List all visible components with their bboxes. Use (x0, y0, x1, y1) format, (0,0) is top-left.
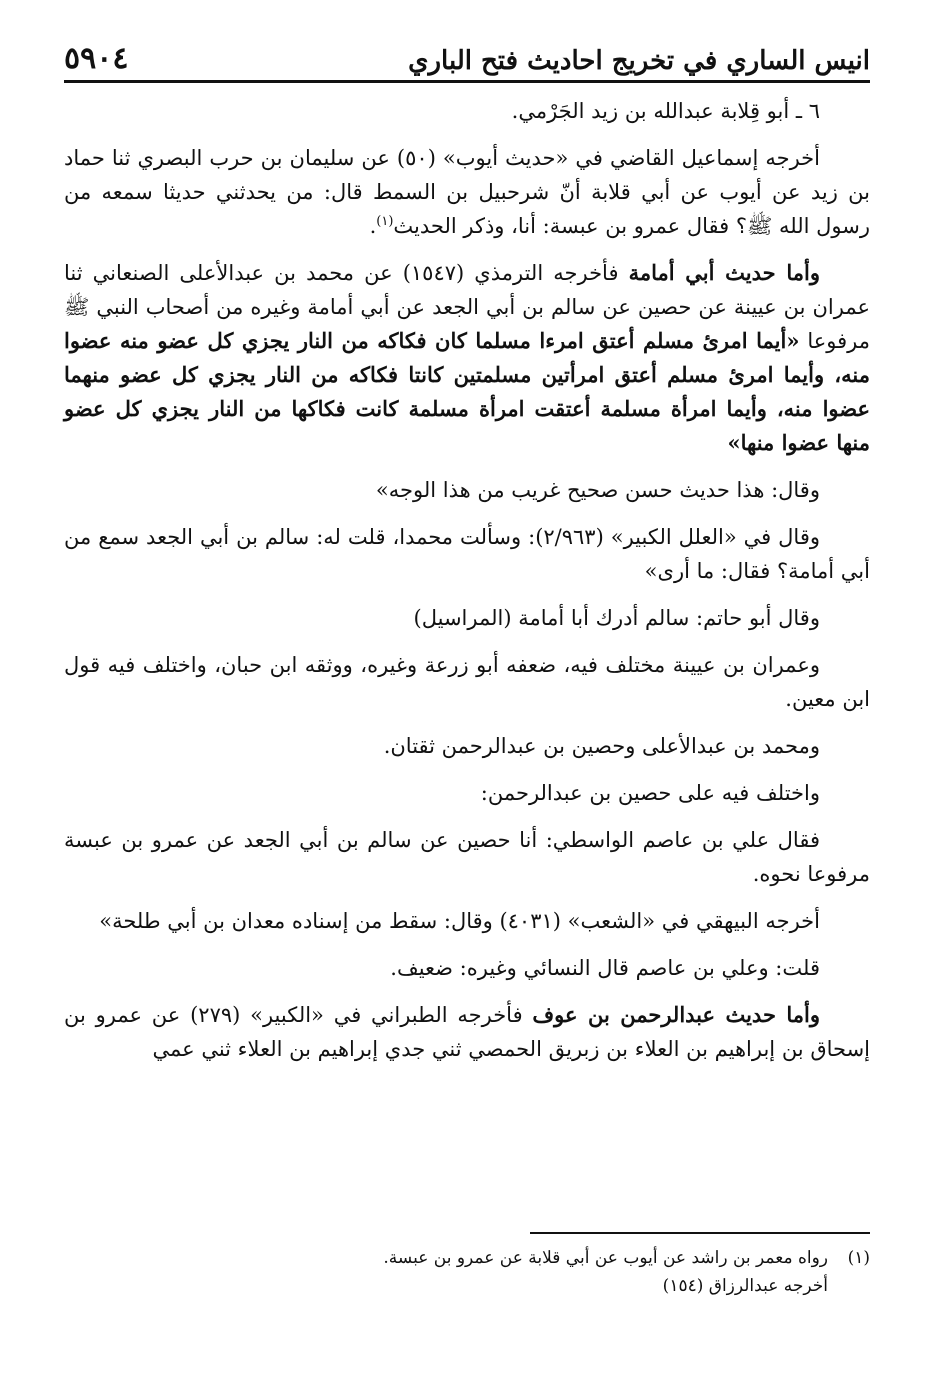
abu-umama-heading: وأما حديث أبي أمامة (628, 260, 820, 285)
thiqat-text: ومحمد بن عبدالأعلى وحصين بن عبدالرحمن ثقتان. (383, 734, 820, 758)
footnote-divider (530, 1232, 870, 1234)
paragraph-ikhtilaf (64, 776, 870, 810)
ikhtilaf-text: واختلف فيه على حصين بن عبدالرحمن: (480, 781, 820, 805)
footnote-1-text: رواه معمر بن راشد عن أيوب عن أبي قلابة عن عمرو بن عبسة. (383, 1248, 828, 1268)
footnote-1-continued (64, 1272, 870, 1300)
paragraph-thiqat (64, 729, 870, 763)
paragraph-qultu (64, 951, 870, 985)
footnote-ref[interactable]: (١) (376, 214, 394, 229)
abdurrahman-text: فأخرجه الطبراني في «الكبير» (٢٧٩) عن عمرو بن إسحاق بن إبراهيم بن العلاء بن زبريق الحمصي ثني جدي إبراهيم بن العلاء ثني عمي (64, 1003, 870, 1061)
paragraph-bayhaqi (64, 904, 870, 938)
abdurrahman-heading: وأما حديث عبدالرحمن بن عوف (532, 1002, 820, 1027)
qultu-text: قلت: وعلي بن عاصم قال النسائي وغيره: ضعيف. (390, 956, 820, 980)
ali-bin-asim-text: فقال علي بن عاصم الواسطي: أنا حصين عن سالم بن أبي الجعد عن عمرو بن عبسة مرفوعا نحوه. (64, 828, 870, 886)
bayhaqi-text: أخرجه البيهقي في «الشعب» (٤٠٣١) وقال: سقط من إسناده معدان بن أبي طلحة» (99, 909, 820, 933)
imran-text: وعمران بن عيينة مختلف فيه، ضعفه أبو زرعة وغيره، ووثقه ابن حبان، واختلف فيه قول ابن معين. (64, 653, 870, 711)
tirmidhi-ruling-text: وقال: هذا حديث حسن صحيح غريب من هذا الوجه» (375, 478, 820, 502)
paragraph-abu-umama (64, 256, 870, 460)
book-title: انيس الساري في تخريج احاديث فتح الباري (408, 46, 870, 76)
footnote-1-source: أخرجه عبدالرزاق (١٥٤) (662, 1276, 828, 1296)
paragraph-abu-hatim (64, 601, 870, 635)
page-header (64, 28, 870, 83)
takhrij-ismail-text: أخرجه إسماعيل القاضي في «حديث أيوب» (٥٠) عن سليمان بن حرب البصري ثنا حماد بن زيد عن أيوب عن أبي قلابة أنّ شرحبيل بن السمط قال: من يحدثني حديثا سمعه من رسول الله ﷺ؟ فقال عمرو بن عبسة: أنا، وذكر الحديث (64, 146, 870, 238)
ilal-text: وقال في «العلل الكبير» (٢/٩٦٣): وسألت محمدا، قلت له: سالم بن أبي الجعد سمع من أبي أمامة؟ فقال: ما أرى» (64, 525, 870, 583)
footnotes (64, 1232, 870, 1300)
paragraph-imran (64, 648, 870, 716)
takhrij-ismail-end: . (369, 214, 377, 238)
footnote-1 (64, 1244, 870, 1272)
paragraph-tirmidhi-ruling (64, 473, 870, 507)
narrator-heading-text: ٦ ـ أبو قِلابة عبدالله بن زيد الجَرْمي. (511, 99, 820, 123)
paragraph-narrator-heading (64, 94, 870, 128)
abu-hatim-text: وقال أبو حاتم: سالم أدرك أبا أمامة (المراسيل) (413, 606, 820, 630)
page-number: ٥٩٠٤ (64, 41, 129, 76)
paragraph-ilal (64, 520, 870, 588)
abu-umama-isnad: فأخرجه الترمذي (١٥٤٧) عن محمد بن عبدالأعلى الصنعاني ثنا عمران بن عيينة عن حصين عن سالم بن أبي الجعد عن أبي أمامة وغيره من أصحاب النبي ﷺ مرفوعا (64, 261, 870, 353)
paragraph-abdurrahman-bin-awf (64, 998, 870, 1066)
main-text (64, 94, 870, 1079)
paragraph-ali-bin-asim (64, 823, 870, 891)
footnote-mark: (١) (847, 1248, 870, 1268)
paragraph-takhrij-ismail (64, 141, 870, 243)
abu-umama-matn: «أيما امرئ مسلم أعتق امرءا مسلما كان فكاكه من النار يجزي كل عضو منه عضوا منه، وأيما امرئ مسلم أعتق امرأتين مسلمتين كانتا فكاكه من النار يجزي كل عضو منهما عضوا منه، وأيما امرأة مسلمة أعتقت امرأة مسلمة كانت فكاكها من النار يجزي كل عضو منها عضوا منها» (64, 328, 870, 455)
